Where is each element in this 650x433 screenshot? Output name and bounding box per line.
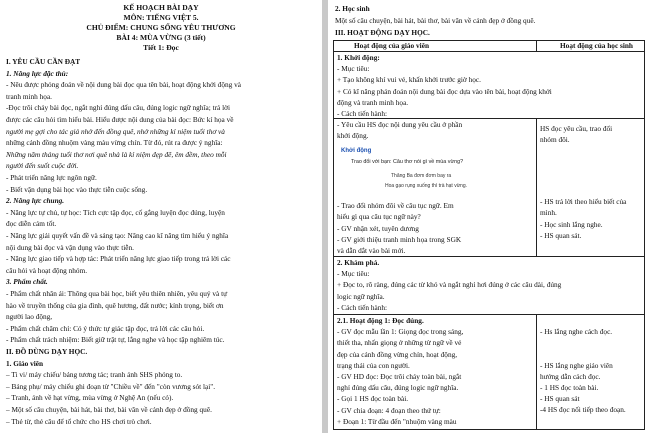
sec1-teacher-line: - Trao đổi nhóm đôi về câu tục ngữ. Em xyxy=(337,201,454,210)
sec2-teacher-line: nghỉ đúng dấu câu, đúng logic ngữ nghĩa. xyxy=(337,383,459,393)
sec2-teacher-line: - GV HD đọc: Đọc trôi chảy toàn bài, ngắt xyxy=(337,372,462,381)
intro-line: III. HOẠT ĐỘNG DẠY HỌC. xyxy=(335,28,430,37)
body-line: tranh minh họa. xyxy=(6,91,53,101)
subject-line: MÔN: TIẾNG VIỆT 5. xyxy=(123,13,199,22)
header-student: Hoạt động của học sinh xyxy=(560,41,633,50)
body-line: – Tranh, ảnh về hạt vừng, mùa vừng ở Nghệ An (nếu có). xyxy=(6,393,174,403)
sec1-objective-line: động và tranh minh họa. xyxy=(337,97,409,107)
sec1-objective-line: - Cách tiến hành: xyxy=(337,109,388,118)
body-line: - Biết vận dụng bài học vào thực tiễn cuộc sống. xyxy=(6,184,148,194)
sec2-student-line: - HS quan sát xyxy=(540,394,580,404)
sec1-teacher-line: - GV nhận xét, tuyên dương xyxy=(337,223,419,233)
body-line: 1. Năng lực đặc thù: xyxy=(6,68,69,78)
table-col-rule xyxy=(536,314,537,430)
body-line: – Bảng phụ/ máy chiếu ghi đoạn từ "Chiều về" đến "còn vương sót lại". xyxy=(6,381,216,391)
body-line: – Thẻ từ, thẻ câu để tổ chức cho HS chơi trò chơi. xyxy=(6,416,152,426)
table-rule xyxy=(333,118,645,119)
khoi-dong-figure xyxy=(337,146,525,200)
body-line: – Ti vi/ máy chiếu/ bảng tương tác; tranh ảnh SHS phóng to. xyxy=(6,370,183,380)
body-line: 1. Giáo viên xyxy=(6,358,44,368)
sec2-teacher-line: - GV chia đoạn: 4 đoạn theo thứ tự: xyxy=(337,405,441,415)
left-page xyxy=(0,0,322,433)
theme-line: CHỦ ĐIỂM: CHUNG SỐNG YÊU THƯƠNG xyxy=(86,23,236,32)
sec1-teacher-line: - GV giới thiệu tranh minh họa trong SGK xyxy=(337,234,462,244)
sec1-student-line: - HS quan sát. xyxy=(540,230,582,240)
sec1-objective-line: + Tạo không khí vui vẻ, khấn khởi trước giờ học. xyxy=(337,75,481,85)
sec2-teacher-line: đẹp của cánh đồng vừng chín, hoạt động, xyxy=(337,349,458,359)
period-line: Tiết 1: Đọc xyxy=(143,43,179,52)
body-line: Những năm tháng tuổi thơ nơi quê nhà là kỉ niệm đẹp đẽ, êm đềm, theo mỗi xyxy=(6,149,227,159)
body-line: những cảnh đồng nhuộm vàng màu vừng chín. Từ đó, rút ra được ý nghĩa: xyxy=(6,138,223,148)
sec1-objective-line: 1. Khởi động: xyxy=(337,53,380,62)
body-line: người lao động, xyxy=(6,312,53,322)
body-line: - Phát triển năng lực ngôn ngữ. xyxy=(6,173,97,182)
body-line: - Nêu được phỏng đoán về nội dung bài đọc qua tên bài, hoạt động khởi động và xyxy=(6,80,241,90)
sec1-objective-line: + Có kĩ năng phán đoán nội dung bài đọc dựa vào tên bài, hoạt động khởi xyxy=(337,86,552,96)
sec2-student-line: - 1 HS đọc toàn bài. xyxy=(540,383,599,392)
lesson-line: BÀI 4: MÙA VỪNG (3 tiết) xyxy=(116,33,206,42)
table-col-rule xyxy=(536,118,537,256)
body-line: -Đọc trôi chảy bài đọc, ngắt nghỉ đúng dấu câu, đúng logic ngữ nghĩa; trả lời xyxy=(6,103,231,113)
right-page xyxy=(328,0,650,433)
body-line: – Một số câu chuyện, bài hát, bài thơ, bài văn về cảnh đẹp ở đồng quê. xyxy=(6,405,212,414)
table-rule xyxy=(333,256,645,257)
body-line: câu hỏi và hoạt động nhóm. xyxy=(6,265,88,275)
figure-poem-1: Thăng Ba đơm đơm bay ra xyxy=(391,173,452,179)
body-line: người đến suốt cuộc đời. xyxy=(6,161,79,171)
sec1-student-line: nhóm đôi. xyxy=(540,135,570,144)
body-line: được các câu hỏi tìm hiểu bài. Hiểu được nội dung của bài đọc: Bức kí họa về xyxy=(6,115,234,124)
intro-line: 2. Học sinh xyxy=(335,4,370,13)
body-line: I. YÊU CẦU CẦN ĐẠT xyxy=(6,57,81,66)
sec2-teacher-line: thiết tha, nhấn giọng ở những từ ngữ về vẻ xyxy=(337,338,462,348)
table-col-rule xyxy=(536,40,537,52)
header-teacher: Hoạt động của giáo viên xyxy=(354,41,430,50)
sec2-student-line: - Hs lắng nghe cách đọc. xyxy=(540,327,613,336)
sec1-student-line: HS đọc yêu cầu, trao đổi xyxy=(540,124,613,133)
table-rule xyxy=(333,51,645,52)
body-line: - Phẩm chất chăm chỉ: Có ý thức tự giác tập đọc, trả lời các câu hỏi. xyxy=(6,323,205,333)
sec1-teacher-line: hiểu gì qua câu tục ngữ này? xyxy=(337,212,421,222)
sec2-teacher-line: trạng thái của con người. xyxy=(337,360,410,370)
body-line: 2. Năng lực chung. xyxy=(6,196,65,206)
body-line: - Năng lực giải quyết vấn đề và sáng tạo: Nâng cao kĩ năng tìm hiểu ý nghĩa xyxy=(6,231,229,240)
body-line: 3. Phẩm chất. xyxy=(6,277,48,287)
body-line: nội dung bài đọc và vận dụng vào thực tiễn. xyxy=(6,242,134,252)
figure-question: Trao đổi với bạn: Câu thơ nói gì về mùa vừng? xyxy=(351,159,464,165)
body-line: hào về truyền thống của gia đình, quê hương, đất nước; kính trọng, biết ơn xyxy=(6,300,224,310)
sec1-teacher-line: - Yêu cầu HS đọc nội dung yêu cầu ở phần xyxy=(337,120,463,129)
sec2-teacher-line: + Đoạn 1: Từ đầu đến "nhuộm vàng màu xyxy=(337,416,457,426)
sec2-objective-line: logic ngữ nghĩa. xyxy=(337,291,385,301)
body-line: đọc diễn cảm tốt. xyxy=(6,219,57,229)
sec1-objective-line: - Mục tiêu: xyxy=(337,64,370,74)
sec1-teacher-line: và dẫn dắt vào bài mới. xyxy=(337,246,406,256)
sec2-student-line: - HS lắng nghe giáo viên xyxy=(540,360,613,370)
table-rule xyxy=(333,314,645,315)
sec2-objective-line: - Cách tiến hành: xyxy=(337,302,388,312)
sec1-teacher-line: khởi động. xyxy=(337,131,369,140)
sec1-student-line: - HS trả lời theo hiểu biết của xyxy=(540,197,627,206)
body-line: - Năng lực tự chủ, tự học: Tích cực tập đọc, cố gắng luyện đọc đúng, luyện xyxy=(6,207,225,217)
sec2-student-line: hướng dẫn cách đọc. xyxy=(540,371,601,381)
body-line: - Phẩm chất trách nhiệm: Biết giữ trật tự, lắng nghe và học tập nghiêm túc. xyxy=(6,335,225,345)
sec2-teacher-line: - Gọi 1 HS đọc toàn bài. xyxy=(337,394,409,404)
body-line: II. ĐỒ DÙNG DẠY HỌC. xyxy=(6,347,88,356)
body-line: - Năng lực giao tiếp và hợp tác: Phát triển năng lực giao tiếp trong trả lời các xyxy=(6,254,231,264)
sec2-objective-line: 2. Khám phá. xyxy=(337,258,380,267)
body-line: - Phẩm chất nhân ái: Thông qua bài học, biết yêu thiên nhiên, yêu quý và tự xyxy=(6,289,228,298)
sec2-student-line: -4 HS đọc nối tiếp theo đoạn. xyxy=(540,405,626,415)
figure-title: Khởi động xyxy=(341,148,372,154)
intro-line: Một số câu chuyện, bài hát, bài thơ, bài văn về cảnh đẹp ở đồng quê. xyxy=(335,16,536,25)
sec1-student-line: - Học sinh lắng nghe. xyxy=(540,219,603,229)
figure-poem-2: Hoa gạo rụng xuống thì trà hạt vừng. xyxy=(385,183,468,189)
sec2-teacher-line: 2.1. Hoạt động 1: Đọc đúng. xyxy=(337,316,424,325)
body-line: người mẹ gợi cho tác giả nhớ đến đồng quê, nhớ những kỉ niệm tuổi thơ và xyxy=(6,126,225,136)
plan-title: KẾ HOẠCH BÀI DẠY xyxy=(123,3,199,12)
sec2-teacher-line: - GV đọc mẫu lần 1: Giọng đọc trong sáng, xyxy=(337,327,464,337)
sec2-objective-line: + Đọc to, rõ ràng, đúng các từ khó và ngắt nghỉ hơi đúng ở các câu dài, đúng xyxy=(337,280,562,290)
sec2-objective-line: - Mục tiêu: xyxy=(337,269,370,279)
sec1-student-line: mình. xyxy=(540,208,557,218)
